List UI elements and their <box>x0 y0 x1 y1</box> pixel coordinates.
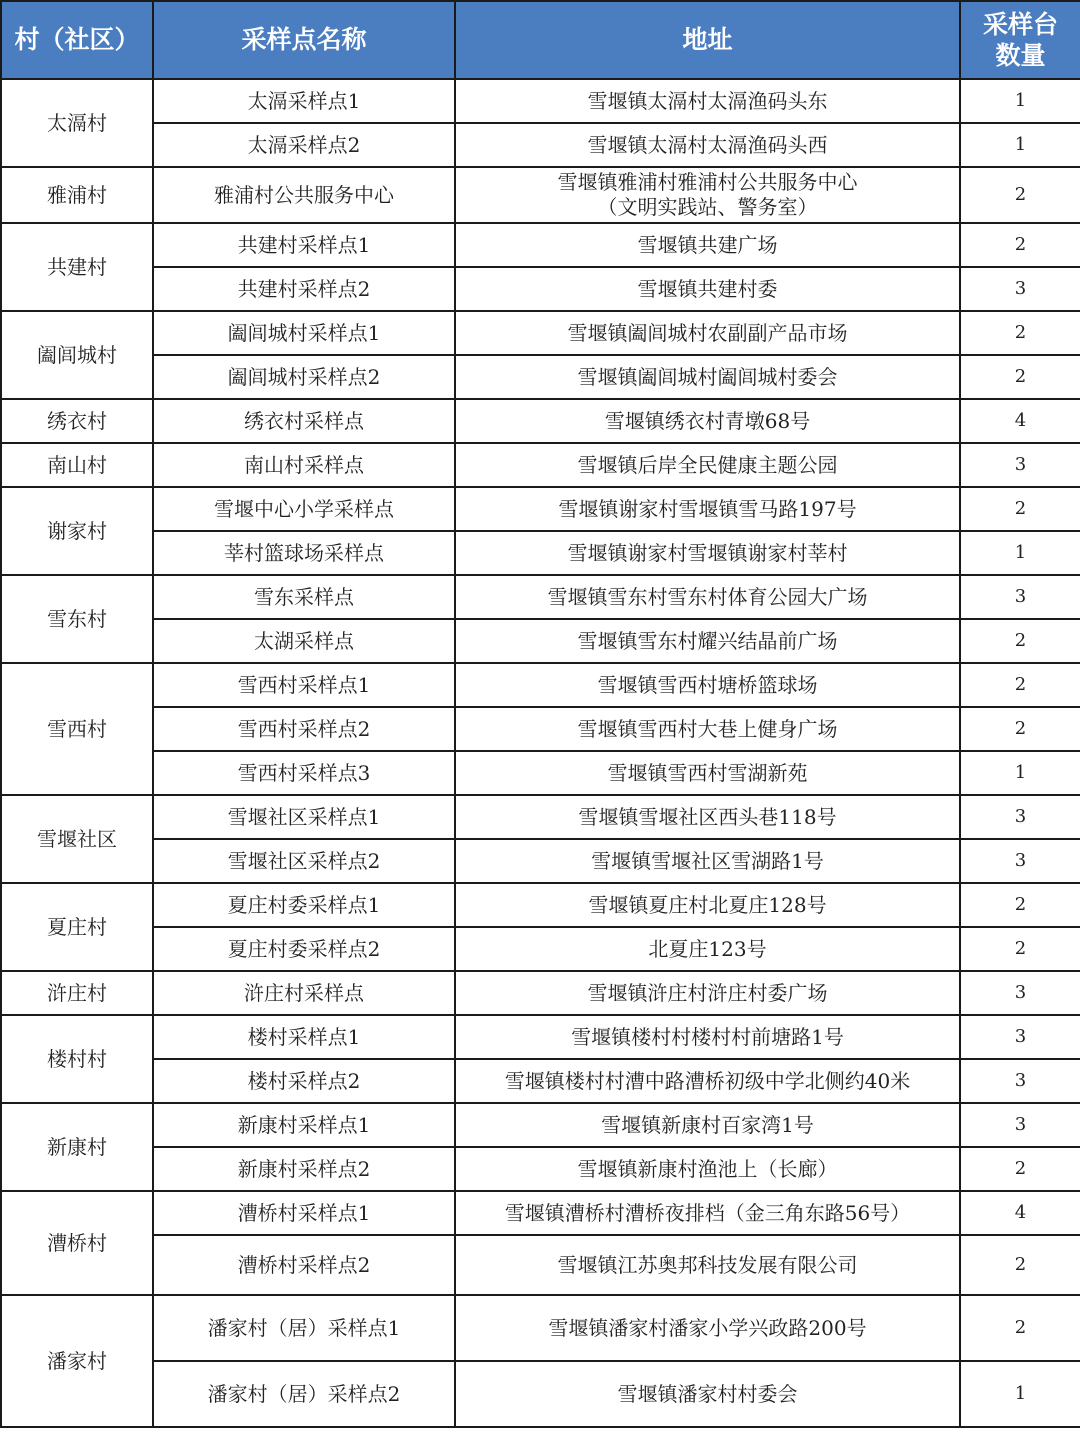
address-line: 雪堰镇雪西村大巷上健身广场 <box>577 716 838 741</box>
village-cell: 阖闾城村 <box>1 311 153 399</box>
address-line: 雪堰镇共建村委 <box>637 276 778 301</box>
station-count-cell: 2 <box>960 355 1080 399</box>
station-count-cell: 3 <box>960 575 1080 619</box>
village-cell: 新康村 <box>1 1103 153 1191</box>
table-row <box>1 311 1080 355</box>
table-body <box>1 79 1080 1427</box>
address-cell <box>455 971 960 1015</box>
header-station-count-line: 数量 <box>995 41 1046 70</box>
address-line: 雪堰镇雅浦村雅浦村公共服务中心 <box>557 170 858 194</box>
address-cell <box>455 839 960 883</box>
station-count-cell: 2 <box>960 311 1080 355</box>
address-line: 雪堰镇绣衣村青墩68号 <box>604 408 811 433</box>
village-cell: 谢家村 <box>1 487 153 575</box>
address-cell <box>455 355 960 399</box>
table-header <box>1 1 1080 79</box>
village-cell: 雅浦村 <box>1 167 153 223</box>
station-count-cell: 2 <box>960 927 1080 971</box>
station-count-cell: 4 <box>960 399 1080 443</box>
table-row <box>1 167 1080 223</box>
header-station-count <box>960 1 1080 79</box>
station-count-cell: 3 <box>960 443 1080 487</box>
table-row <box>1 123 1080 167</box>
village-cell: 太滆村 <box>1 79 153 167</box>
address-line: 雪堰镇太滆村太滆渔码头西 <box>587 132 828 157</box>
village-cell: 绣衣村 <box>1 399 153 443</box>
address-cell <box>455 123 960 167</box>
address-line: 雪堰镇夏庄村北夏庄128号 <box>588 892 827 917</box>
address-line: 雪堰镇楼村村楼村村前塘路1号 <box>571 1024 844 1049</box>
address-cell <box>455 795 960 839</box>
station-count-cell: 3 <box>960 839 1080 883</box>
address-cell <box>455 1059 960 1103</box>
address-line: （文明实践站、警务室） <box>597 195 818 219</box>
village-cell: 夏庄村 <box>1 883 153 971</box>
site-name-cell: 楼村采样点2 <box>153 1059 455 1103</box>
address-cell <box>455 531 960 575</box>
station-count-cell: 2 <box>960 167 1080 223</box>
station-count-cell: 2 <box>960 1295 1080 1361</box>
address-line: 雪堰镇潘家村潘家小学兴政路200号 <box>548 1315 867 1340</box>
table-row <box>1 1295 1080 1361</box>
village-cell: 雪西村 <box>1 663 153 795</box>
village-cell: 南山村 <box>1 443 153 487</box>
address-cell <box>455 1361 960 1427</box>
address-cell <box>455 751 960 795</box>
address-line: 雪堰镇江苏奥邦科技发展有限公司 <box>557 1252 858 1277</box>
table-row <box>1 971 1080 1015</box>
site-name-cell: 莘村篮球场采样点 <box>153 531 455 575</box>
address-cell <box>455 79 960 123</box>
table-row <box>1 751 1080 795</box>
address-line: 雪堰镇共建广场 <box>637 232 778 257</box>
station-count-cell: 2 <box>960 619 1080 663</box>
address-line: 雪堰镇雪堰社区西头巷118号 <box>578 804 837 829</box>
village-cell: 楼村村 <box>1 1015 153 1103</box>
address-line: 雪堰镇新康村渔池上（长廊） <box>577 1156 838 1181</box>
station-count-cell: 2 <box>960 1147 1080 1191</box>
address-line: 雪堰镇后岸全民健康主题公园 <box>577 452 838 477</box>
village-cell: 共建村 <box>1 223 153 311</box>
address-cell <box>455 619 960 663</box>
site-name-cell: 雪西村采样点2 <box>153 707 455 751</box>
address-cell <box>455 167 960 223</box>
station-count-cell: 3 <box>960 971 1080 1015</box>
site-name-cell: 共建村采样点1 <box>153 223 455 267</box>
table-row <box>1 883 1080 927</box>
site-name-cell: 新康村采样点2 <box>153 1147 455 1191</box>
address-cell <box>455 399 960 443</box>
header-address: 地址 <box>455 1 960 79</box>
table-row <box>1 1235 1080 1295</box>
table-row <box>1 1191 1080 1235</box>
site-name-cell: 雪堰社区采样点2 <box>153 839 455 883</box>
station-count-cell: 2 <box>960 663 1080 707</box>
address-line: 雪堰镇楼村村漕中路漕桥初级中学北侧约40米 <box>504 1068 911 1093</box>
site-name-cell: 雪堰中心小学采样点 <box>153 487 455 531</box>
table-row <box>1 531 1080 575</box>
site-name-cell: 雪东采样点 <box>153 575 455 619</box>
site-name-cell: 雪西村采样点3 <box>153 751 455 795</box>
village-cell: 雪东村 <box>1 575 153 663</box>
site-name-cell: 潘家村（居）采样点1 <box>153 1295 455 1361</box>
station-count-cell: 2 <box>960 223 1080 267</box>
address-cell <box>455 883 960 927</box>
header-row <box>1 1 1080 79</box>
table-row <box>1 927 1080 971</box>
station-count-cell: 2 <box>960 883 1080 927</box>
address-cell <box>455 487 960 531</box>
table-row <box>1 619 1080 663</box>
village-cell: 雪堰社区 <box>1 795 153 883</box>
site-name-cell: 夏庄村委采样点1 <box>153 883 455 927</box>
site-name-cell: 楼村采样点1 <box>153 1015 455 1059</box>
table-row <box>1 1059 1080 1103</box>
site-name-cell: 雪西村采样点1 <box>153 663 455 707</box>
table-row <box>1 79 1080 123</box>
header-station-count-line: 采样台 <box>982 9 1058 39</box>
site-name-cell: 雅浦村公共服务中心 <box>153 167 455 223</box>
station-count-cell: 4 <box>960 1191 1080 1235</box>
table-row <box>1 795 1080 839</box>
address-line: 雪堰镇阖闾城村农副副产品市场 <box>567 320 848 345</box>
address-cell <box>455 1015 960 1059</box>
address-line: 雪堰镇雪东村雪东村体育公园大广场 <box>547 584 868 609</box>
table-row <box>1 839 1080 883</box>
site-name-cell: 漕桥村采样点2 <box>153 1235 455 1295</box>
address-cell <box>455 1295 960 1361</box>
address-line: 雪堰镇太滆村太滆渔码头东 <box>587 88 828 113</box>
site-name-cell: 浒庄村采样点 <box>153 971 455 1015</box>
site-name-cell: 雪堰社区采样点1 <box>153 795 455 839</box>
site-name-cell: 绣衣村采样点 <box>153 399 455 443</box>
station-count-cell: 1 <box>960 531 1080 575</box>
table-row <box>1 1103 1080 1147</box>
station-count-cell: 3 <box>960 1059 1080 1103</box>
address-cell <box>455 927 960 971</box>
station-count-cell: 3 <box>960 1103 1080 1147</box>
header-village: 村（社区） <box>1 1 153 79</box>
site-name-cell: 漕桥村采样点1 <box>153 1191 455 1235</box>
address-line: 雪堰镇新康村百家湾1号 <box>601 1112 814 1137</box>
village-cell: 潘家村 <box>1 1295 153 1427</box>
address-cell <box>455 663 960 707</box>
station-count-cell: 2 <box>960 487 1080 531</box>
address-line: 雪堰镇雪东村耀兴结晶前广场 <box>577 628 838 653</box>
station-count-cell: 3 <box>960 1015 1080 1059</box>
address-line: 雪堰镇潘家村村委会 <box>617 1381 798 1406</box>
address-cell <box>455 1191 960 1235</box>
site-name-cell: 阖闾城村采样点2 <box>153 355 455 399</box>
address-cell <box>455 1235 960 1295</box>
site-name-cell: 南山村采样点 <box>153 443 455 487</box>
station-count-cell: 1 <box>960 123 1080 167</box>
address-line: 北夏庄123号 <box>648 936 767 961</box>
station-count-cell: 1 <box>960 751 1080 795</box>
table-row <box>1 663 1080 707</box>
address-line: 雪堰镇阖闾城村阖闾城村委会 <box>577 364 838 389</box>
table-row <box>1 267 1080 311</box>
village-cell: 浒庄村 <box>1 971 153 1015</box>
address-line: 雪堰镇漕桥村漕桥夜排档（金三角东路56号） <box>504 1200 911 1225</box>
table-row <box>1 223 1080 267</box>
address-line: 雪堰镇雪堰社区雪湖路1号 <box>591 848 824 873</box>
table-row <box>1 487 1080 531</box>
address-cell <box>455 707 960 751</box>
table-row <box>1 399 1080 443</box>
site-name-cell: 太滆采样点2 <box>153 123 455 167</box>
address-cell <box>455 575 960 619</box>
site-name-cell: 新康村采样点1 <box>153 1103 455 1147</box>
site-name-cell: 共建村采样点2 <box>153 267 455 311</box>
address-line: 雪堰镇浒庄村浒庄村委广场 <box>587 980 828 1005</box>
station-count-cell: 2 <box>960 1235 1080 1295</box>
table-row <box>1 355 1080 399</box>
address-line: 雪堰镇雪西村雪湖新苑 <box>607 760 808 785</box>
station-count-cell: 1 <box>960 79 1080 123</box>
address-cell <box>455 443 960 487</box>
address-line: 雪堰镇谢家村雪堰镇雪马路197号 <box>558 496 857 521</box>
site-name-cell: 太滆采样点1 <box>153 79 455 123</box>
site-name-cell: 夏庄村委采样点2 <box>153 927 455 971</box>
address-cell <box>455 223 960 267</box>
address-line: 雪堰镇谢家村雪堰镇谢家村莘村 <box>567 540 848 565</box>
table-row <box>1 1015 1080 1059</box>
address-cell <box>455 1103 960 1147</box>
address-line: 雪堰镇雪西村塘桥篮球场 <box>597 672 818 697</box>
village-cell: 漕桥村 <box>1 1191 153 1295</box>
station-count-cell: 3 <box>960 795 1080 839</box>
station-count-cell: 1 <box>960 1361 1080 1427</box>
site-name-cell: 太湖采样点 <box>153 619 455 663</box>
table-row <box>1 1147 1080 1191</box>
site-name-cell: 阖闾城村采样点1 <box>153 311 455 355</box>
site-name-cell: 潘家村（居）采样点2 <box>153 1361 455 1427</box>
table-row <box>1 443 1080 487</box>
address-cell <box>455 311 960 355</box>
address-cell <box>455 267 960 311</box>
table-row <box>1 707 1080 751</box>
station-count-cell: 2 <box>960 707 1080 751</box>
table-row <box>1 1361 1080 1427</box>
table-row <box>1 575 1080 619</box>
address-cell <box>455 1147 960 1191</box>
station-count-cell: 3 <box>960 267 1080 311</box>
header-site-name: 采样点名称 <box>153 1 455 79</box>
